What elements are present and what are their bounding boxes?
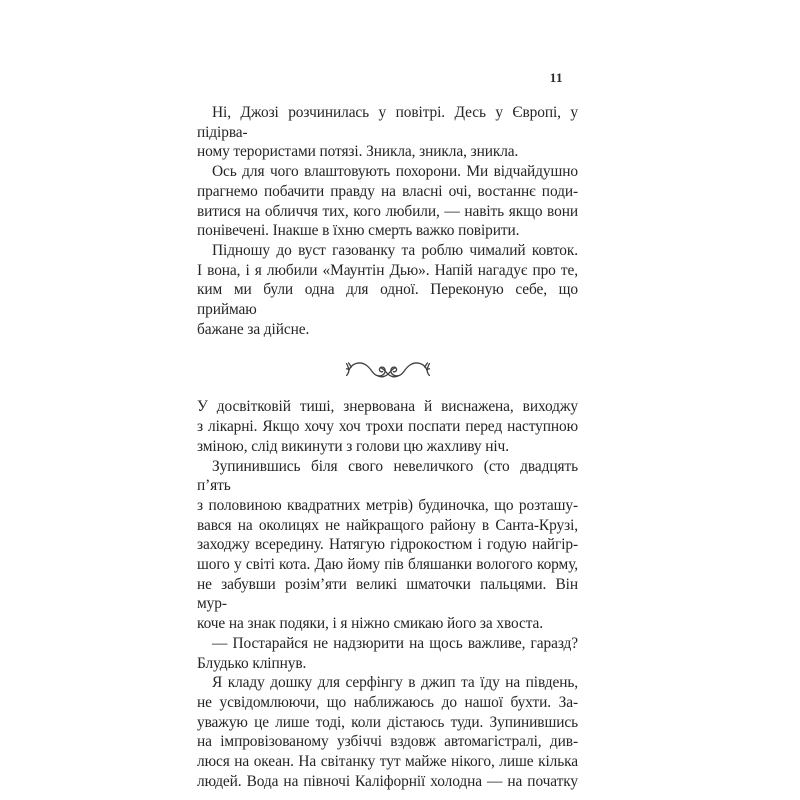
- text-line: Ні, Джозі розчинилась у повітрі. Десь у Європі, у підірва-: [197, 104, 578, 141]
- text-line: людей. Вода на півночі Каліфорнії холодна — на початку: [197, 772, 578, 790]
- paragraph: [197, 241, 578, 340]
- text-line: з половиною квадратних метрів) будиночка, що розташу-: [197, 496, 578, 514]
- text-line: Блудько кліпнув.: [197, 654, 307, 672]
- text-line: Зупинившись біля свого невеличкого (сто двадцять п’ять: [197, 457, 578, 495]
- paragraph: [197, 397, 578, 456]
- text-line: ким ми були одна для одної. Переконую себе, що приймаю: [197, 281, 578, 319]
- text-line: з лікарні. Якщо хочу хоч трохи поспати перед наступною: [197, 418, 578, 436]
- text-line: зміною, слід викинути з голови цю жахливу ніч.: [197, 437, 509, 455]
- page-number: 11: [549, 70, 563, 85]
- paragraph: [197, 634, 578, 673]
- text-line: Підношу до вуст газованку та роблю чималий ковток.: [212, 241, 578, 259]
- text-line: Я кладу дошку для серфінгу в джип та їду на південь,: [212, 674, 578, 692]
- page-text: [197, 103, 578, 792]
- text-line: І вона, і я любили «Маунтін Дью». Напій нагадує про те,: [197, 261, 578, 279]
- text-line: понівечені. Інакше в їхню смерть важко повірити.: [197, 222, 520, 240]
- text-line: Ось для чого влаштовують похорони. Ми відчайдушно: [212, 163, 578, 181]
- text-line: шого у світі кота. Даю йому пів бляшанки вологого корму,: [197, 556, 578, 574]
- paragraph: [197, 673, 578, 791]
- floral-flourish-icon: [346, 358, 430, 382]
- section-divider: [197, 339, 578, 397]
- text-line: витися на обличчя тих, кого любили, — навіть якщо вони: [197, 202, 578, 220]
- paragraph: [197, 103, 578, 162]
- text-line: прагнемо побачити правду на власні очі, востаннє поди-: [197, 182, 578, 200]
- text-line: заходжу всередину. Натягую гідрокостюм і годую найгір-: [197, 536, 578, 554]
- paragraph: [197, 162, 578, 241]
- text-line: люся на океан. На світанку тут майже нікого, лише кілька: [197, 753, 578, 771]
- text-line: ному терористами потязі. Зникла, зникла, зникла.: [197, 143, 519, 161]
- text-line: уважую це лише тоді, коли дістаюсь туди. Зупинившись: [197, 713, 578, 731]
- text-line: на імпровізованому узбіччі вздовж автомагістралі, див-: [197, 733, 578, 751]
- text-line: вався на околицях не найкращого району в Санта-Крузі,: [197, 516, 578, 534]
- text-line: бажане за дійсне.: [197, 320, 310, 338]
- text-line: коче на знак подяки, і я ніжно смикаю його за хвоста.: [197, 615, 544, 633]
- text-line: — Постарайся не надзюрити на щось важливе, гаразд?: [212, 634, 578, 652]
- text-line: не усвідомлюючи, що наближаюсь до нашої бухти. За-: [197, 693, 578, 711]
- text-line: У досвітковій тиші, знервована й виснажена, виходжу: [197, 398, 578, 416]
- paragraph: [197, 457, 578, 634]
- text-line: не забувши розім’яти великі шматочки пальцями. Він мур-: [197, 575, 578, 613]
